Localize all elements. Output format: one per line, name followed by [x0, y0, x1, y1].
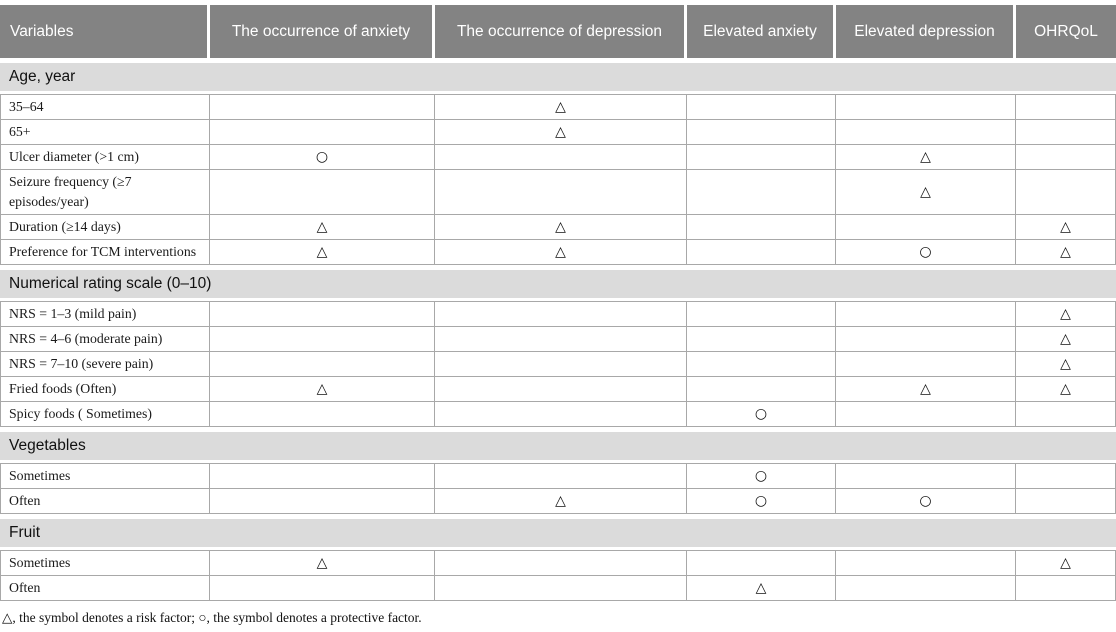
symbol-cell [836, 352, 1016, 377]
table-row [0, 215, 1116, 240]
symbol-cell [1016, 489, 1116, 514]
symbol-cell [836, 240, 1016, 265]
risk-triangle-icon: △ [555, 493, 566, 509]
table-row [0, 377, 1116, 402]
symbol-cell [836, 170, 1016, 215]
symbol-cell [836, 402, 1016, 427]
risk-triangle-icon: △ [1060, 219, 1071, 235]
column-header-ohrqol: OHRQoL [1016, 5, 1116, 58]
protective-circle-icon: ○ [754, 493, 768, 509]
symbol-cell [687, 551, 836, 576]
symbol-cell [687, 327, 836, 352]
protective-circle-icon: ○ [919, 244, 932, 260]
symbol-cell [687, 95, 836, 120]
symbol-cell [687, 489, 836, 514]
symbol-cell [210, 402, 435, 427]
table-row [0, 352, 1116, 377]
row-block [0, 463, 1116, 514]
symbol-cell [1016, 402, 1116, 427]
row-label: Fried foods (Often) [0, 377, 210, 402]
symbol-cell [836, 95, 1016, 120]
symbol-cell [1016, 120, 1116, 145]
symbol-cell [1016, 95, 1116, 120]
section-header: Age, year [0, 63, 1116, 91]
risk-triangle-icon: △ [316, 219, 328, 235]
symbol-cell [687, 352, 836, 377]
risk-triangle-icon: △ [316, 555, 328, 571]
column-header-elevated-depression: Elevated depression [836, 5, 1016, 58]
column-header-elevated-anxiety: Elevated anxiety [687, 5, 836, 58]
row-label: Preference for TCM interventions [0, 240, 210, 265]
risk-triangle-icon: △ [920, 381, 931, 397]
table-footnote: △, the symbol denotes a risk factor; ○, the symbol denotes a protective factor. [2, 610, 422, 625]
symbol-cell [435, 489, 687, 514]
symbol-cell [687, 464, 836, 489]
symbol-cell [435, 327, 687, 352]
risk-triangle-icon: △ [555, 124, 566, 140]
risk-triangle-icon: △ [316, 381, 328, 397]
symbol-cell [1016, 170, 1116, 215]
symbol-cell [1016, 240, 1116, 265]
symbol-cell [687, 240, 836, 265]
symbol-cell [210, 302, 435, 327]
row-label: Ulcer diameter (>1 cm) [0, 145, 210, 170]
symbol-cell [687, 170, 836, 215]
row-label: Duration (≥14 days) [0, 215, 210, 240]
table-row [0, 302, 1116, 327]
column-header-variables: Variables [0, 5, 210, 58]
risk-triangle-icon: △ [1060, 381, 1071, 397]
symbol-cell [210, 352, 435, 377]
symbol-cell [687, 302, 836, 327]
symbol-cell [435, 95, 687, 120]
symbol-cell [1016, 302, 1116, 327]
row-label: Spicy foods ( Sometimes) [0, 402, 210, 427]
symbol-cell [1016, 377, 1116, 402]
risk-triangle-icon: △ [920, 149, 931, 165]
risk-triangle-icon: △ [1060, 356, 1071, 372]
symbol-cell [1016, 145, 1116, 170]
symbol-cell [836, 576, 1016, 601]
symbol-cell [435, 240, 687, 265]
protective-circle-icon: ○ [315, 149, 329, 165]
row-label: Sometimes [0, 551, 210, 576]
symbol-cell [687, 402, 836, 427]
column-header-the-occurrence-of-depression: The occurrence of depression [435, 5, 687, 58]
protective-circle-icon: ○ [754, 406, 768, 422]
symbol-cell [210, 327, 435, 352]
symbol-cell [435, 352, 687, 377]
row-label: Seizure frequency (≥7 episodes/year) [0, 170, 210, 215]
table-row [0, 95, 1116, 120]
table-row [0, 576, 1116, 601]
symbol-cell [836, 327, 1016, 352]
symbol-cell [435, 145, 687, 170]
symbol-cell [435, 464, 687, 489]
symbol-cell [1016, 327, 1116, 352]
risk-triangle-icon: △ [555, 219, 566, 235]
risk-triangle-icon: △ [555, 99, 566, 115]
table-row [0, 170, 1116, 215]
table-row [0, 551, 1116, 576]
symbol-cell [435, 170, 687, 215]
table-row [0, 464, 1116, 489]
symbol-cell [210, 215, 435, 240]
symbol-cell [210, 145, 435, 170]
symbol-cell [836, 464, 1016, 489]
row-label: Sometimes [0, 464, 210, 489]
symbol-cell [687, 215, 836, 240]
risk-triangle-icon: △ [1060, 244, 1071, 260]
symbol-cell [836, 302, 1016, 327]
table-row [0, 145, 1116, 170]
symbol-cell [836, 215, 1016, 240]
row-block [0, 94, 1116, 265]
symbol-cell [435, 377, 687, 402]
symbol-cell [435, 120, 687, 145]
symbol-cell [836, 377, 1016, 402]
symbol-cell [435, 551, 687, 576]
symbol-cell [210, 464, 435, 489]
risk-triangle-icon: △ [1060, 555, 1071, 571]
protective-circle-icon: ○ [919, 493, 932, 509]
row-label: 35–64 [0, 95, 210, 120]
symbol-cell [1016, 551, 1116, 576]
table-row [0, 240, 1116, 265]
symbol-cell [1016, 352, 1116, 377]
symbol-cell [210, 240, 435, 265]
risk-triangle-icon: △ [1060, 306, 1071, 322]
risk-triangle-icon: △ [555, 244, 566, 260]
row-label: Often [0, 489, 210, 514]
symbol-cell [210, 120, 435, 145]
symbol-cell [210, 170, 435, 215]
table-body [0, 63, 1116, 601]
symbol-cell [210, 551, 435, 576]
section-header: Numerical rating scale (0–10) [0, 270, 1116, 298]
symbol-cell [1016, 215, 1116, 240]
symbol-cell [687, 377, 836, 402]
symbol-cell [836, 489, 1016, 514]
symbol-cell [836, 145, 1016, 170]
row-label: NRS = 1–3 (mild pain) [0, 302, 210, 327]
protective-circle-icon: ○ [754, 468, 768, 484]
symbol-cell [836, 551, 1016, 576]
symbol-cell [1016, 464, 1116, 489]
row-block [0, 550, 1116, 601]
symbol-cell [210, 576, 435, 601]
table-row [0, 327, 1116, 352]
table-header-row [0, 5, 1116, 58]
table-row [0, 402, 1116, 427]
row-label: 65+ [0, 120, 210, 145]
symbol-cell [210, 377, 435, 402]
section-header: Vegetables [0, 432, 1116, 460]
column-header-the-occurrence-of-anxiety: The occurrence of anxiety [210, 5, 435, 58]
risk-triangle-icon: △ [920, 184, 931, 200]
table-row [0, 489, 1116, 514]
table-row [0, 120, 1116, 145]
symbol-cell [210, 95, 435, 120]
risk-triangle-icon: △ [755, 580, 767, 596]
symbol-cell [1016, 576, 1116, 601]
symbol-cell [210, 489, 435, 514]
row-label: NRS = 4–6 (moderate pain) [0, 327, 210, 352]
symbol-cell [435, 302, 687, 327]
section-header: Fruit [0, 519, 1116, 547]
symbol-cell [836, 120, 1016, 145]
risk-triangle-icon: △ [316, 244, 328, 260]
symbol-cell [687, 120, 836, 145]
row-label: Often [0, 576, 210, 601]
symbol-cell [435, 215, 687, 240]
risk-triangle-icon: △ [1060, 331, 1071, 347]
symbol-cell [687, 145, 836, 170]
symbol-cell [435, 576, 687, 601]
row-label: NRS = 7–10 (severe pain) [0, 352, 210, 377]
row-block [0, 301, 1116, 427]
symbol-cell [435, 402, 687, 427]
symbol-cell [687, 576, 836, 601]
